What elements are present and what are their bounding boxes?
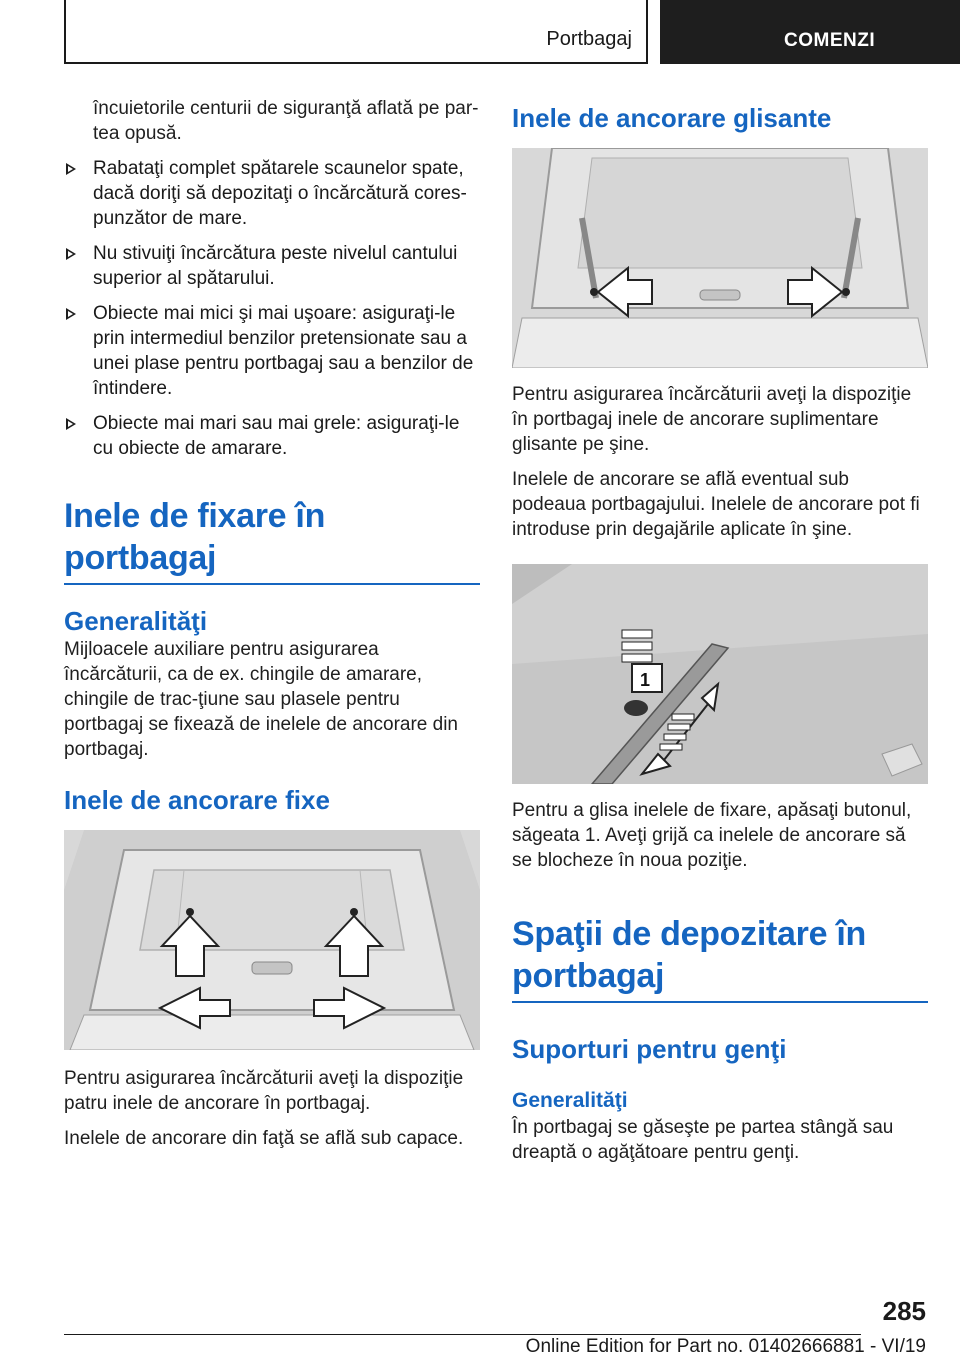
nav-comenzi-button[interactable] (660, 0, 960, 64)
section-heading-rings (64, 495, 480, 585)
fixed-rings-paragraph-2: Inelele de ancorare din faţă se află sub capace. (64, 1128, 464, 1149)
list-item-text: Rabataţi complet spătarele scaunelor spate, dacă doriţi să depozitaţi o încărcătură cores-punzător de mare. (93, 158, 467, 229)
left-column (64, 96, 480, 1161)
subheading-sliding-rings: Inele de ancorare glisante (512, 103, 832, 133)
sliding-paragraph-3: Pentru a glisa inelele de fixare, apăsaţi butonul, săgeata 1. Aveţi grijă ca inelele de ancorare să se blocheze în noua poziţie. (512, 800, 912, 871)
fixed-rings-paragraph-1: Pentru asigurarea încărcăturii aveţi la dispoziţie patru inele de ancorare în portbagaj. (64, 1068, 464, 1114)
list-item (64, 411, 480, 461)
general-paragraph: Mijloacele auxiliare pentru asigurarea încărcăturii, ca de ex. chingile de amarare, chingile de trac-ţiune sau plasele pentru portbagaj se fixează de inelele de ancorare din portbagaj. (64, 639, 458, 760)
footer-edition: Online Edition for Part no. 01402666881 - VI/19 (525, 1336, 926, 1357)
right-column (512, 96, 928, 1175)
triangle-bullet-icon (66, 248, 76, 260)
subheading-general-2: Generalităţi (512, 1089, 628, 1112)
list-item (64, 301, 480, 401)
header-section-title: Portbagaj (546, 28, 632, 50)
bag-hooks-paragraph: În portbagaj se găseşte pe partea stângă sau dreaptă o agăţătoare pentru genţi. (512, 1117, 894, 1163)
sliding-ring-detail-illustration (512, 564, 928, 784)
section-heading-storage-text: Spaţii de depozitare în portbagaj (512, 915, 866, 995)
triangle-bullet-icon (66, 308, 76, 320)
list-item-text: Obiecte mai mari sau mai grele: asiguraţi-le cu obiecte de amarare. (93, 413, 460, 459)
section-heading-storage (512, 913, 928, 1003)
subheading-general: Generalităţi (64, 606, 208, 636)
callout-number: 1 (640, 670, 651, 690)
header-section-tab (64, 0, 648, 64)
fixed-rings-illustration (64, 830, 480, 1050)
sliding-paragraph-2: Inelele de ancorare se află eventual sub podeaua portbagajului. Inelele de ancorare pot fi introduse prin degajările aplicate în şine. (512, 469, 920, 540)
list-item (64, 156, 480, 231)
page-number: 285 (882, 1296, 926, 1326)
subheading-fixed-rings: Inele de ancorare fixe (64, 785, 330, 815)
triangle-bullet-icon (66, 163, 76, 175)
list-item-text: Nu stivuiţi încărcătura peste nivelul cantului superior al spătarului. (93, 243, 458, 289)
footer-divider (64, 1334, 861, 1335)
sliding-rings-illustration (512, 148, 928, 368)
sliding-paragraph-1: Pentru asigurarea încărcăturii aveţi la dispoziţie în portbagaj inele de ancorare suplimentare glisante pe şine. (512, 384, 912, 455)
continued-text: încuietorile centurii de siguranţă aflată pe par-tea opusă. (93, 98, 479, 144)
section-heading-rings-text: Inele de fixare în portbagaj (64, 497, 326, 577)
nav-comenzi-label: COMENZI (784, 30, 876, 51)
list-item (64, 241, 480, 291)
subheading-bag-hooks: Suporturi pentru genţi (512, 1034, 787, 1064)
triangle-bullet-icon (66, 418, 76, 430)
list-item-text: Obiecte mai mici şi mai uşoare: asiguraţi-le prin intermediul benzilor pretensionate sau a unei plase pentru portbagaj sau a benzilor de întindere. (93, 303, 474, 399)
